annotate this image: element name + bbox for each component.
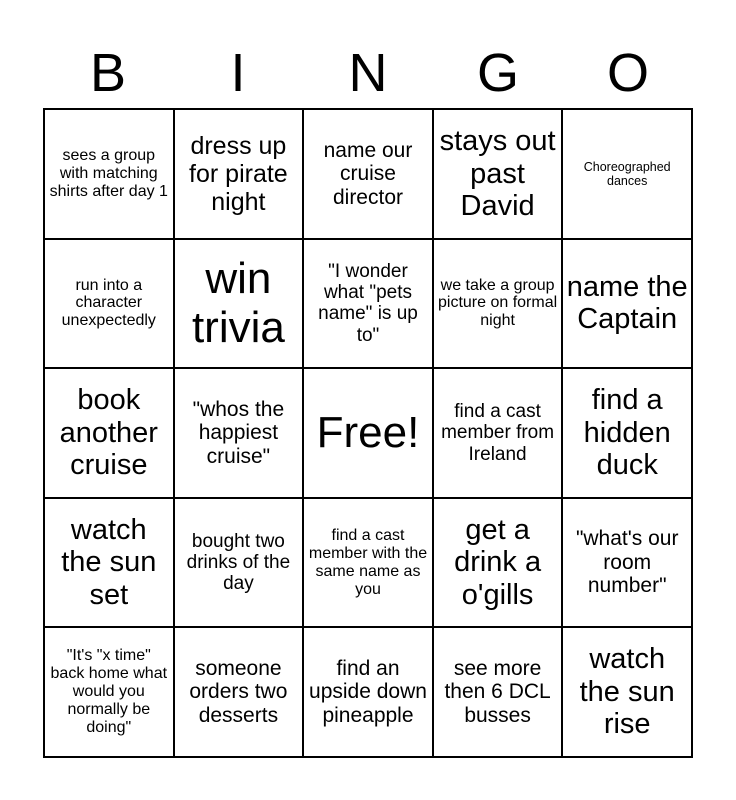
header-letter-g: G <box>476 43 519 103</box>
header-letter-o: O <box>606 43 649 103</box>
header-letter-i: I <box>230 43 246 103</box>
bingo-cell[interactable] <box>433 627 563 757</box>
free-space[interactable] <box>303 368 433 498</box>
bingo-cell[interactable] <box>433 239 563 369</box>
bingo-cell[interactable] <box>433 109 563 239</box>
cell-text: watch the sun set <box>61 513 157 611</box>
cell-text: "It's "x time" back home what would you normally be doing" <box>50 647 168 737</box>
cell-text: book another cruise <box>59 384 158 482</box>
cell-text: win trivia <box>191 254 285 353</box>
bingo-cell[interactable] <box>174 498 304 628</box>
bingo-cell[interactable] <box>303 627 433 757</box>
cell-text: name our cruise director <box>323 138 413 209</box>
cell-text: stays out past David <box>439 125 556 223</box>
cell-text: "I wonder what "pets name" is up to" <box>318 260 418 346</box>
cell-text: sees a group with matching shirts after day 1 <box>49 146 168 200</box>
bingo-board <box>43 108 693 758</box>
bingo-cell[interactable] <box>174 627 304 757</box>
free-space-text: Free! <box>316 408 420 458</box>
bingo-cell[interactable] <box>303 109 433 239</box>
cell-text: see more then 6 DCL busses <box>444 656 551 727</box>
cell-text: someone orders two desserts <box>189 656 288 727</box>
cell-text: we take a group picture on formal night <box>438 276 558 330</box>
cell-text: "whos the happiest cruise" <box>192 397 285 468</box>
bingo-cell[interactable] <box>562 627 692 757</box>
bingo-cell[interactable] <box>44 239 174 369</box>
cell-text: find an upside down pineapple <box>309 656 427 727</box>
cell-text: find a cast member with the same name as you <box>308 526 428 598</box>
cell-text: find a cast member from Ireland <box>441 401 555 465</box>
cell-text: find a hidden duck <box>583 384 671 482</box>
cell-text: bought two drinks of the day <box>186 530 291 595</box>
bingo-cell[interactable] <box>174 239 304 369</box>
bingo-cell[interactable] <box>562 368 692 498</box>
bingo-cell[interactable] <box>44 498 174 628</box>
header-letter-b: B <box>89 43 127 103</box>
cell-text: "what's our room number" <box>575 527 679 598</box>
bingo-cell[interactable] <box>44 368 174 498</box>
bingo-cell[interactable] <box>562 239 692 369</box>
bingo-cell[interactable] <box>174 109 304 239</box>
bingo-header <box>43 38 693 108</box>
cell-text: name the Captain <box>566 270 688 336</box>
bingo-cell[interactable] <box>303 239 433 369</box>
bingo-cell[interactable] <box>433 368 563 498</box>
bingo-cell[interactable] <box>562 498 692 628</box>
cell-text: run into a character unexpectedly <box>61 276 156 330</box>
cell-text: watch the sun rise <box>579 643 675 741</box>
cell-text: Choreographed dances <box>583 159 671 188</box>
bingo-cell[interactable] <box>562 109 692 239</box>
cell-text: dress up for pirate night <box>189 131 288 216</box>
bingo-cell[interactable] <box>433 498 563 628</box>
bingo-cell[interactable] <box>44 627 174 757</box>
bingo-cell[interactable] <box>303 498 433 628</box>
bingo-cell[interactable] <box>174 368 304 498</box>
bingo-cell[interactable] <box>44 109 174 239</box>
cell-text: get a drink a o'gills <box>454 513 542 611</box>
header-letter-n: N <box>348 43 388 103</box>
